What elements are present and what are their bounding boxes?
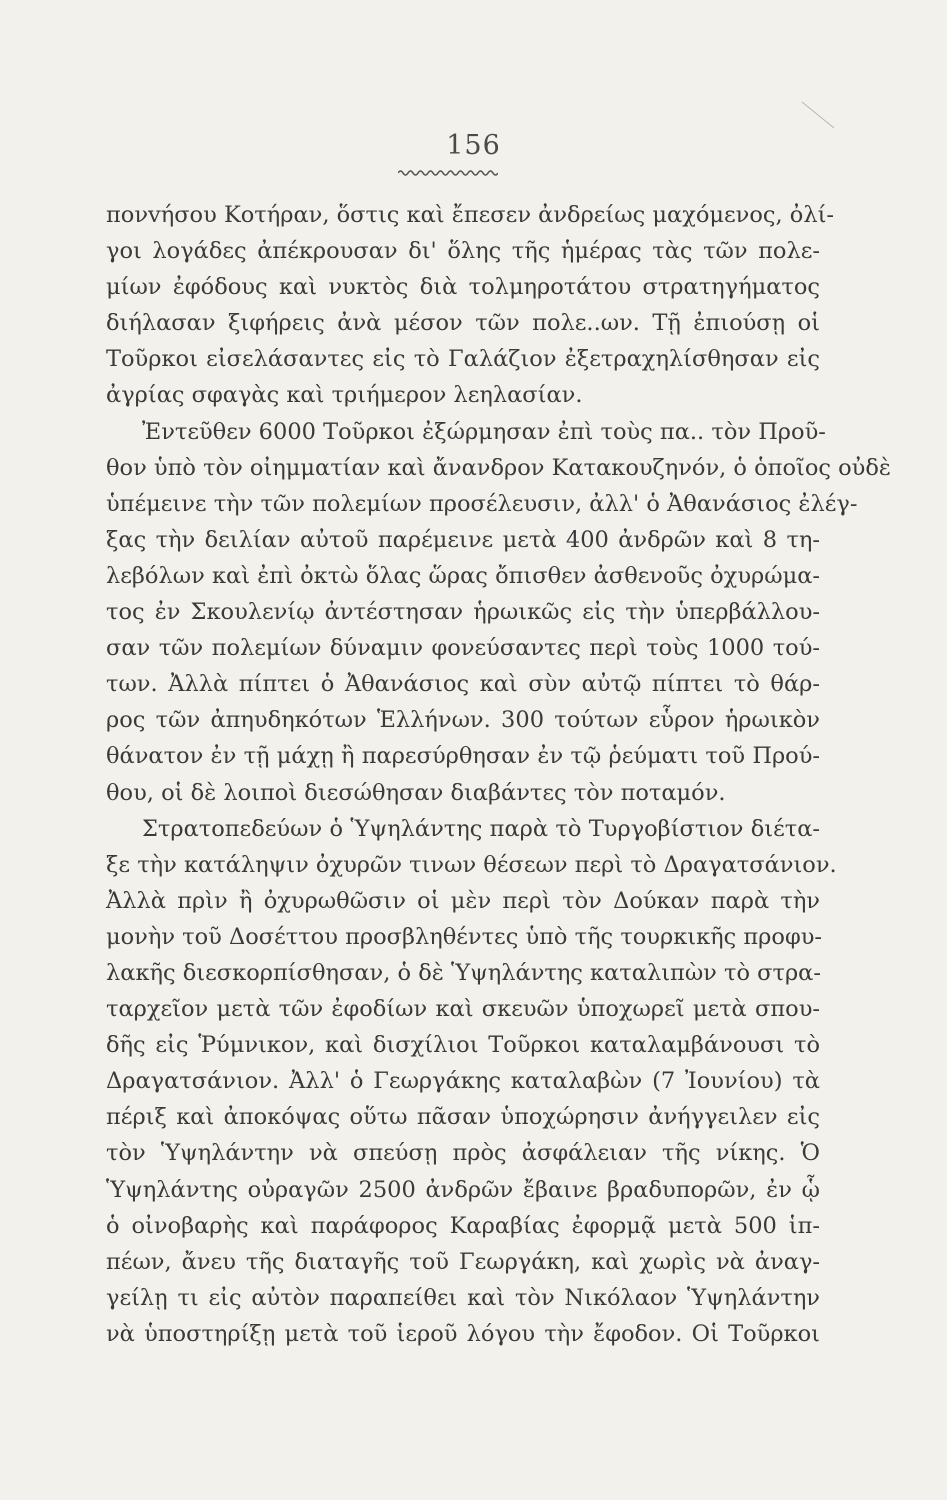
text-line: θον ὑπὸ τὸν οἰημματίαν καὶ ἄνανδρον Κατακουζηνόν, ὁ ὁποῖος οὐδὲ xyxy=(106,454,891,481)
text-line: λακῆς διεσκορπίσθησαν, ὁ δὲ Ὑψηλάντης καταλιπὼν τὸ στρα- xyxy=(106,959,821,986)
text-line: Τοῦρκοι εἰσελάσαντες εἰς τὸ Γαλάζιον ἐξετραχηλίσθησαν εἰς xyxy=(106,346,820,373)
text-line: θου, οἱ δὲ λοιποὶ διεσώθησαν διαβάντες τὸν ποταμόν. xyxy=(106,779,726,806)
wavy-rule-ornament xyxy=(398,168,498,178)
text-line: θάνατον ἐν τῇ μάχῃ ἢ παρεσύρθησαν ἐν τῷ ῥεύματι τοῦ Πρού- xyxy=(106,743,820,770)
text-line: πονvήσου Κοτήραν, ὅστις καὶ ἔπεσεν ἀνδρείως μαχόμενος, ὀλί- xyxy=(106,202,835,228)
body-text xyxy=(106,197,891,1352)
text-line: μονὴν τοῦ Δοσέττου προσβληθέντες ὑπὸ τῆς τουρκικῆς προφυ- xyxy=(106,923,822,950)
text-line: γείλῃ τι εἰς αὐτὸν παραπείθει καὶ τὸν Νικόλαον Ὑψηλάντην xyxy=(106,1284,820,1311)
text-line: Ἀλλὰ πρὶν ἢ ὀχυρωθῶσιν οἱ μὲν περὶ τὸν Δούκαν παρὰ τὴν xyxy=(106,887,820,914)
page-number: 156 xyxy=(446,130,501,161)
text-line: πέριξ καὶ ἀποκόψας οὕτω πᾶσαν ὑποχώρησιν ἀνήγγειλεν εἰς xyxy=(106,1104,820,1131)
text-line: ἀγρίας σφαγὰς καὶ τριήμερον λεηλασίαν. xyxy=(106,382,583,409)
text-line: νὰ ὑποστηρίξῃ μετὰ τοῦ ἱεροῦ λόγου τὴν ἔφοδον. Οἱ Τοῦρκοι xyxy=(106,1320,820,1347)
text-line: Δραγατσάνιον. Ἀλλ' ὁ Γεωργάκης καταλαβὼν (7 Ἰουνίου) τὰ xyxy=(106,1068,820,1095)
text-line: σαν τῶν πολεμίων δύναμιν φονεύσαντες περὶ τοὺς 1000 τού- xyxy=(106,635,820,662)
text-line: γοι λογάδες ἀπέκρουσαν δι' ὅλης τῆς ἡμέρας τὰς τῶν πολε- xyxy=(106,238,820,265)
text-line: Ὑψηλάντης οὐραγῶν 2500 ἀνδρῶν ἔβαινε βραδυπορῶν, ἐν ᾧ xyxy=(106,1176,820,1203)
text-line: ὁ οἰνοβαρὴς καὶ παράφορος Καραβίας ἐφορμᾷ μετὰ 500 ἱπ- xyxy=(106,1212,820,1239)
text-line: μίων ἐφόδους καὶ νυκτὸς διὰ τολμηροτάτου στρατηγήματος xyxy=(106,274,820,301)
text-line: δῆς εἰς Ῥύμνικον, καὶ δισχίλιοι Τοῦρκοι καταλαμβάνουσι τὸ xyxy=(106,1032,820,1059)
text-line: Ἐντεῦθεν 6000 Τοῦρκοι ἐξώρμησαν ἐπὶ τοὺς πα.. τὸν Προῦ- xyxy=(142,418,826,445)
text-line: ὑπέμεινε τὴν τῶν πολεμίων προσέλευσιν, ἀλλ' ὁ Ἀθανάσιος ἐλέγ- xyxy=(106,490,858,517)
text-line: ξε τὴν κατάληψιν ὀχυρῶν τινων θέσεων περὶ τὸ Δραγατσάνιον. xyxy=(106,851,837,878)
text-line: διήλασαν ξιφήρεις ἀνὰ μέσον τῶν πολε..ων. Τῇ ἐπιούσῃ οἱ xyxy=(106,310,820,337)
text-line: Στρατοπεδεύων ὁ Ὑψηλάντης παρὰ τὸ Τυργοβίστιον διέτα- xyxy=(142,815,820,842)
text-line: πέων, ἄνευ τῆς διαταγῆς τοῦ Γεωργάκη, καὶ χωρὶς νὰ ἀναγ- xyxy=(106,1248,820,1275)
text-line: ταρχεῖον μετὰ τῶν ἐφοδίων καὶ σκευῶν ὑποχωρεῖ μετὰ σπου- xyxy=(106,996,820,1023)
text-line: ξας τὴν δειλίαν αὐτοῦ παρέμεινε μετὰ 400 ἀνδρῶν καὶ 8 τη- xyxy=(106,526,820,553)
text-line: τος ἐν Σκουλενίῳ ἀντέστησαν ἡρωικῶς εἰς τὴν ὑπερβάλλου- xyxy=(106,599,820,626)
text-line: λεβόλων καὶ ἐπὶ ὀκτὼ ὅλας ὥρας ὄπισθεν ἀσθενοῦς ὀχυρώμα- xyxy=(106,562,820,589)
text-line: τὸν Ὑψηλάντην νὰ σπεύσῃ πρὸς ἀσφάλειαν τῆς νίκης. Ὁ xyxy=(106,1140,820,1167)
text-line: ρος τῶν ἀπηυδηκότων Ἑλλήνων. 300 τούτων εὗρον ἡρωικὸν xyxy=(106,707,820,734)
text-line: των. Ἀλλὰ πίπτει ὁ Ἀθανάσιος καὶ σὺν αὐτῷ πίπτει τὸ θάρ- xyxy=(106,671,820,698)
